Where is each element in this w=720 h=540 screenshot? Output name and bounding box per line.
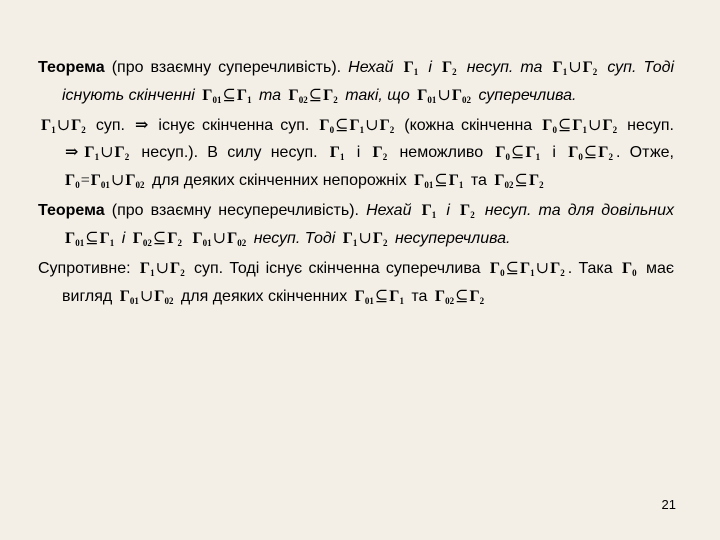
math-expression: $\Gamma_0=\Gamma_{01}\cup\Gamma_{02}$ <box>65 172 145 191</box>
text-fragment: та <box>254 86 286 104</box>
theorem-keyword: Теорема <box>38 59 105 76</box>
math-expression: $\Gamma_0⊆\Gamma_2$ <box>568 144 613 163</box>
math-expression: $\Gamma_{01}⊆\Gamma_1$ <box>65 229 115 248</box>
proof-inconsistency <box>38 112 674 195</box>
math-expression: $\Gamma_0⊆\Gamma_1\cup\Gamma_2$ <box>489 259 565 278</box>
math-expression: $\Gamma_1\cup\Gamma_2$ <box>139 259 185 278</box>
slide-content <box>38 54 674 312</box>
text-fragment: (кожна скінченна <box>397 116 540 134</box>
text-fragment: суп. Тоді існують скінченні <box>62 59 675 104</box>
math-expression: $\Gamma_{01}\cup\Gamma_{02}$ <box>119 287 174 306</box>
math-expression: $\Gamma_{01}⊆\Gamma_1$ <box>414 172 464 191</box>
proof-consistency <box>38 255 674 311</box>
math-expression: $\Gamma_1\cup\Gamma_2$ <box>342 229 388 248</box>
math-expression: $\Gamma_{02}⊆\Gamma_2$ <box>132 229 183 248</box>
text-fragment: несуп. та <box>459 59 550 76</box>
page-number: 21 <box>661 497 676 512</box>
math-expression: $\Gamma_1\cup\Gamma_2$ <box>41 116 86 135</box>
math-expression: $\Gamma_{02}⊆\Gamma_2$ <box>434 287 485 306</box>
math-expression: $\Gamma_1$ <box>421 202 437 221</box>
math-expression: $\Gamma_1\cup\Gamma_2$ <box>552 59 598 77</box>
theorem-title: (про взаємну суперечливість). <box>104 59 349 76</box>
theorem-inconsistency <box>38 54 674 110</box>
text-fragment: та <box>466 172 492 190</box>
text-fragment: Супротивне: <box>38 259 137 277</box>
text-fragment: такі, що <box>340 86 415 104</box>
text-fragment: несуп. <box>620 116 675 134</box>
math-expression: $\Gamma_0⊆\Gamma_1\cup\Gamma_2$ <box>542 116 618 135</box>
text-fragment: та <box>406 287 432 305</box>
text-fragment: суп. <box>88 116 132 134</box>
text-fragment: Нехай <box>348 59 401 76</box>
text-fragment: . Така <box>567 259 619 277</box>
math-expression: $\Gamma_{02}⊆\Gamma_2$ <box>288 86 338 105</box>
math-expression: $\Gamma_2$ <box>441 59 457 77</box>
text-fragment: і <box>543 144 566 162</box>
text-fragment: . Отже, <box>615 144 675 162</box>
implies-symbol: ⇒ <box>65 144 79 162</box>
text-fragment: несуп. та для довільних <box>477 202 675 220</box>
text-fragment: несуп.). В силу несуп. <box>132 144 327 162</box>
math-expression: $\Gamma_{01}⊆\Gamma_1$ <box>202 86 252 105</box>
math-expression: $\Gamma_{01}\cup\Gamma_{02}$ <box>192 229 247 248</box>
text-fragment: Нехай <box>366 202 419 220</box>
text-fragment: і <box>421 59 439 76</box>
math-expression: $\Gamma_2$ <box>372 144 388 163</box>
text-fragment: для деяких скінченних непорожніх <box>147 172 412 190</box>
math-expression: $\Gamma_1$ <box>329 144 345 163</box>
theorem-keyword: Теорема <box>38 202 105 220</box>
text-fragment: суп. Тоді існує скінченна суперечлива <box>187 259 487 277</box>
text-fragment: існує скінченна суп. <box>151 116 317 134</box>
text-fragment: і <box>347 144 370 162</box>
text-fragment: і <box>439 202 458 220</box>
text-fragment: неможливо <box>390 144 493 162</box>
math-expression: $\Gamma_0$ <box>621 259 637 278</box>
math-expression: $\Gamma_0⊆\Gamma_1\cup\Gamma_2$ <box>319 116 395 135</box>
text-fragment: для деяких скінченних <box>176 287 352 305</box>
math-expression: $\Gamma_1$ <box>403 59 419 77</box>
text-fragment: несуперечлива. <box>390 229 511 247</box>
math-expression: $\Gamma_0⊆\Gamma_1$ <box>495 144 541 163</box>
text-fragment: несуп. Тоді <box>249 229 340 247</box>
math-expression: $\Gamma_{01}\cup\Gamma_{02}$ <box>417 86 472 105</box>
math-expression: $\Gamma_1\cup\Gamma_2$ <box>84 144 130 163</box>
text-fragment: суперечлива. <box>474 86 577 104</box>
theorem-consistency <box>38 197 674 253</box>
text-fragment: і <box>117 229 130 247</box>
implies-symbol: ⇒ <box>134 116 149 134</box>
math-expression: $\Gamma_{02}⊆\Gamma_2$ <box>494 172 544 191</box>
theorem-title: (про взаємну несуперечливість). <box>104 202 367 220</box>
text-fragment: має вигляд <box>62 259 675 305</box>
math-expression: $\Gamma_{01}⊆\Gamma_1$ <box>354 287 404 306</box>
math-expression: $\Gamma_2$ <box>460 202 475 221</box>
